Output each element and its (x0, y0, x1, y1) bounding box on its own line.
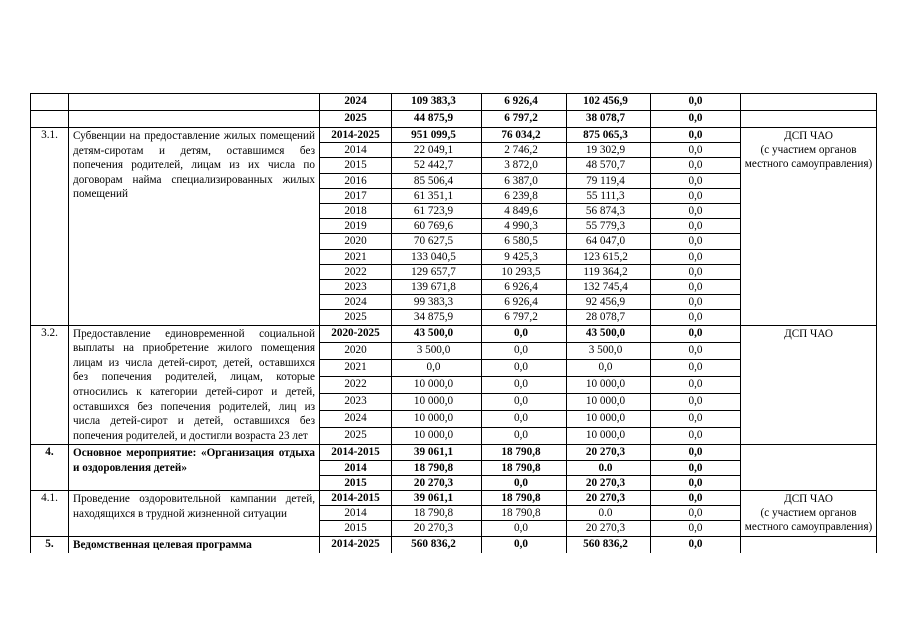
amount-cell: 76 034,2 (482, 128, 567, 143)
amount-cell: 10 000,0 (567, 411, 651, 428)
amount-cell: 18 790,8 (482, 506, 567, 521)
table-row (31, 445, 877, 460)
amount-cell: 0,0 (651, 310, 741, 325)
table-row (31, 128, 877, 143)
period-cell: 2015 (320, 158, 392, 173)
amount-cell: 28 078,7 (567, 310, 651, 325)
responsible-organization: ДСП ЧАО (с участием органов местного самоуправления) (741, 491, 877, 537)
period-cell: 2020 (320, 342, 392, 359)
responsible-organization (741, 94, 877, 111)
amount-cell: 18 790,8 (482, 445, 567, 460)
amount-cell: 0,0 (651, 204, 741, 219)
total-amount-cell: 61 351,1 (392, 188, 482, 203)
period-cell: 2014-2015 (320, 491, 392, 506)
amount-cell: 4 849,6 (482, 204, 567, 219)
amount-cell: 48 570,7 (567, 158, 651, 173)
period-cell: 2020 (320, 234, 392, 249)
period-cell: 2024 (320, 411, 392, 428)
amount-cell: 0,0 (482, 394, 567, 411)
amount-cell: 0,0 (651, 295, 741, 310)
amount-cell: 0,0 (482, 536, 567, 553)
total-amount-cell: 129 657,7 (392, 264, 482, 279)
item-number: 3.2. (31, 325, 69, 445)
amount-cell: 6 797,2 (482, 111, 567, 128)
amount-cell: 18 790,8 (482, 491, 567, 506)
total-amount-cell: 52 442,7 (392, 158, 482, 173)
amount-cell: 0,0 (651, 506, 741, 521)
total-amount-cell: 99 383,3 (392, 295, 482, 310)
item-description: Предоставление единовременной социальной выплаты на приобретение жилого помещения лицам из числа детей-сирот, детей, оставшихся без попечения родителей, лицам, которые относились к категории детей-сирот и детей, оставшихся без попечения родителей, лиц из числа детей-сирот и детей, оставшихся без попечения родителей, и достигли возраста 23 лет (69, 325, 320, 445)
period-cell: 2020-2025 (320, 325, 392, 342)
period-cell: 2017 (320, 188, 392, 203)
item-description: Основное мероприятие: «Организация отдыха и оздоровления детей» (69, 445, 320, 491)
amount-cell: 0,0 (651, 359, 741, 376)
amount-cell: 55 111,3 (567, 188, 651, 203)
amount-cell: 2 746,2 (482, 143, 567, 158)
total-amount-cell: 139 671,8 (392, 280, 482, 295)
amount-cell: 0,0 (482, 376, 567, 393)
period-cell: 2014 (320, 460, 392, 475)
period-cell: 2014 (320, 143, 392, 158)
amount-cell: 0,0 (651, 445, 741, 460)
total-amount-cell: 10 000,0 (392, 394, 482, 411)
amount-cell: 10 293,5 (482, 264, 567, 279)
amount-cell: 0,0 (651, 394, 741, 411)
item-number: 4.1. (31, 491, 69, 537)
table-row (31, 94, 877, 111)
responsible-organization (741, 536, 877, 553)
period-cell: 2021 (320, 249, 392, 264)
item-number: 4. (31, 445, 69, 491)
responsible-organization: ДСП ЧАО (741, 325, 877, 445)
total-amount-cell: 0,0 (392, 359, 482, 376)
period-cell: 2021 (320, 359, 392, 376)
amount-cell: 18 790,8 (482, 460, 567, 475)
period-cell: 2023 (320, 394, 392, 411)
total-amount-cell: 22 049,1 (392, 143, 482, 158)
amount-cell: 79 119,4 (567, 173, 651, 188)
amount-cell: 0,0 (651, 111, 741, 128)
period-cell: 2018 (320, 204, 392, 219)
amount-cell: 92 456,9 (567, 295, 651, 310)
total-amount-cell: 43 500,0 (392, 325, 482, 342)
total-amount-cell: 34 875,9 (392, 310, 482, 325)
table-row (31, 111, 877, 128)
item-description: Ведомственная целевая программа (69, 536, 320, 553)
total-amount-cell: 85 506,4 (392, 173, 482, 188)
total-amount-cell: 3 500,0 (392, 342, 482, 359)
amount-cell: 0,0 (567, 359, 651, 376)
period-cell: 2024 (320, 295, 392, 310)
amount-cell: 0,0 (651, 521, 741, 536)
amount-cell: 132 745,4 (567, 280, 651, 295)
total-amount-cell: 560 836,2 (392, 536, 482, 553)
item-description: Проведение оздоровительной кампании детей, находящихся в трудной жизненной ситуации (69, 491, 320, 537)
total-amount-cell: 44 875,9 (392, 111, 482, 128)
amount-cell: 10 000,0 (567, 428, 651, 445)
amount-cell: 0,0 (651, 234, 741, 249)
total-amount-cell: 20 270,3 (392, 521, 482, 536)
item-description (69, 111, 320, 128)
total-amount-cell: 10 000,0 (392, 428, 482, 445)
total-amount-cell: 951 099,5 (392, 128, 482, 143)
total-amount-cell: 109 383,3 (392, 94, 482, 111)
amount-cell: 0,0 (651, 475, 741, 490)
amount-cell: 0,0 (651, 219, 741, 234)
total-amount-cell: 10 000,0 (392, 411, 482, 428)
amount-cell: 0,0 (651, 264, 741, 279)
amount-cell: 6 926,4 (482, 94, 567, 111)
responsible-organization: ДСП ЧАО (с участием органов местного самоуправления) (741, 128, 877, 326)
amount-cell: 6 239,8 (482, 188, 567, 203)
amount-cell: 20 270,3 (567, 491, 651, 506)
amount-cell: 10 000,0 (567, 394, 651, 411)
amount-cell: 4 990,3 (482, 219, 567, 234)
amount-cell: 560 836,2 (567, 536, 651, 553)
amount-cell: 0.0 (567, 506, 651, 521)
amount-cell: 0.0 (567, 460, 651, 475)
amount-cell: 102 456,9 (567, 94, 651, 111)
amount-cell: 0,0 (651, 188, 741, 203)
period-cell: 2022 (320, 376, 392, 393)
amount-cell: 0,0 (651, 128, 741, 143)
amount-cell: 64 047,0 (567, 234, 651, 249)
period-cell: 2025 (320, 111, 392, 128)
amount-cell: 20 270,3 (567, 475, 651, 490)
table-row (31, 491, 877, 506)
amount-cell: 6 387,0 (482, 173, 567, 188)
period-cell: 2023 (320, 280, 392, 295)
amount-cell: 0,0 (651, 491, 741, 506)
total-amount-cell: 70 627,5 (392, 234, 482, 249)
amount-cell: 0,0 (651, 143, 741, 158)
total-amount-cell: 18 790,8 (392, 460, 482, 475)
amount-cell: 0,0 (651, 428, 741, 445)
amount-cell: 0,0 (482, 325, 567, 342)
period-cell: 2015 (320, 521, 392, 536)
period-cell: 2014-2015 (320, 445, 392, 460)
amount-cell: 0,0 (651, 280, 741, 295)
item-description: Субвенции на предоставление жилых помещений детям-сиротам и детям, оставшимся без попечения родителей, лицам из их числа по договорам найма специализированных жилых помещений (69, 128, 320, 326)
amount-cell: 55 779,3 (567, 219, 651, 234)
period-cell: 2024 (320, 94, 392, 111)
total-amount-cell: 39 061,1 (392, 445, 482, 460)
amount-cell: 0,0 (651, 536, 741, 553)
amount-cell: 0,0 (651, 94, 741, 111)
total-amount-cell: 10 000,0 (392, 376, 482, 393)
amount-cell: 43 500,0 (567, 325, 651, 342)
amount-cell: 0,0 (651, 325, 741, 342)
item-description (69, 94, 320, 111)
amount-cell: 6 797,2 (482, 310, 567, 325)
period-cell: 2025 (320, 428, 392, 445)
amount-cell: 123 615,2 (567, 249, 651, 264)
period-cell: 2014 (320, 506, 392, 521)
period-cell: 2019 (320, 219, 392, 234)
total-amount-cell: 133 040,5 (392, 249, 482, 264)
amount-cell: 6 580,5 (482, 234, 567, 249)
amount-cell: 0,0 (651, 158, 741, 173)
amount-cell: 6 926,4 (482, 295, 567, 310)
amount-cell: 0,0 (651, 342, 741, 359)
amount-cell: 38 078,7 (567, 111, 651, 128)
program-funding-table (30, 93, 877, 553)
amount-cell: 0,0 (482, 428, 567, 445)
amount-cell: 875 065,3 (567, 128, 651, 143)
amount-cell: 0,0 (482, 342, 567, 359)
item-number: 3.1. (31, 128, 69, 326)
total-amount-cell: 20 270,3 (392, 475, 482, 490)
amount-cell: 10 000,0 (567, 376, 651, 393)
total-amount-cell: 39 061,1 (392, 491, 482, 506)
amount-cell: 0,0 (651, 173, 741, 188)
amount-cell: 20 270,3 (567, 521, 651, 536)
amount-cell: 6 926,4 (482, 280, 567, 295)
amount-cell: 20 270,3 (567, 445, 651, 460)
responsible-organization (741, 111, 877, 128)
item-number (31, 111, 69, 128)
amount-cell: 0,0 (482, 521, 567, 536)
amount-cell: 119 364,2 (567, 264, 651, 279)
item-number: 5. (31, 536, 69, 553)
amount-cell: 0,0 (482, 411, 567, 428)
period-cell: 2025 (320, 310, 392, 325)
amount-cell: 0,0 (651, 411, 741, 428)
table-row (31, 536, 877, 553)
amount-cell: 0,0 (651, 249, 741, 264)
amount-cell: 3 500,0 (567, 342, 651, 359)
amount-cell: 0,0 (482, 475, 567, 490)
period-cell: 2015 (320, 475, 392, 490)
amount-cell: 0,0 (651, 460, 741, 475)
amount-cell: 3 872,0 (482, 158, 567, 173)
period-cell: 2016 (320, 173, 392, 188)
amount-cell: 9 425,3 (482, 249, 567, 264)
total-amount-cell: 18 790,8 (392, 506, 482, 521)
period-cell: 2014-2025 (320, 128, 392, 143)
period-cell: 2022 (320, 264, 392, 279)
amount-cell: 19 302,9 (567, 143, 651, 158)
total-amount-cell: 60 769,6 (392, 219, 482, 234)
amount-cell: 0,0 (651, 376, 741, 393)
total-amount-cell: 61 723,9 (392, 204, 482, 219)
amount-cell: 56 874,3 (567, 204, 651, 219)
amount-cell: 0,0 (482, 359, 567, 376)
item-number (31, 94, 69, 111)
table-row (31, 325, 877, 342)
period-cell: 2014-2025 (320, 536, 392, 553)
responsible-organization (741, 445, 877, 491)
